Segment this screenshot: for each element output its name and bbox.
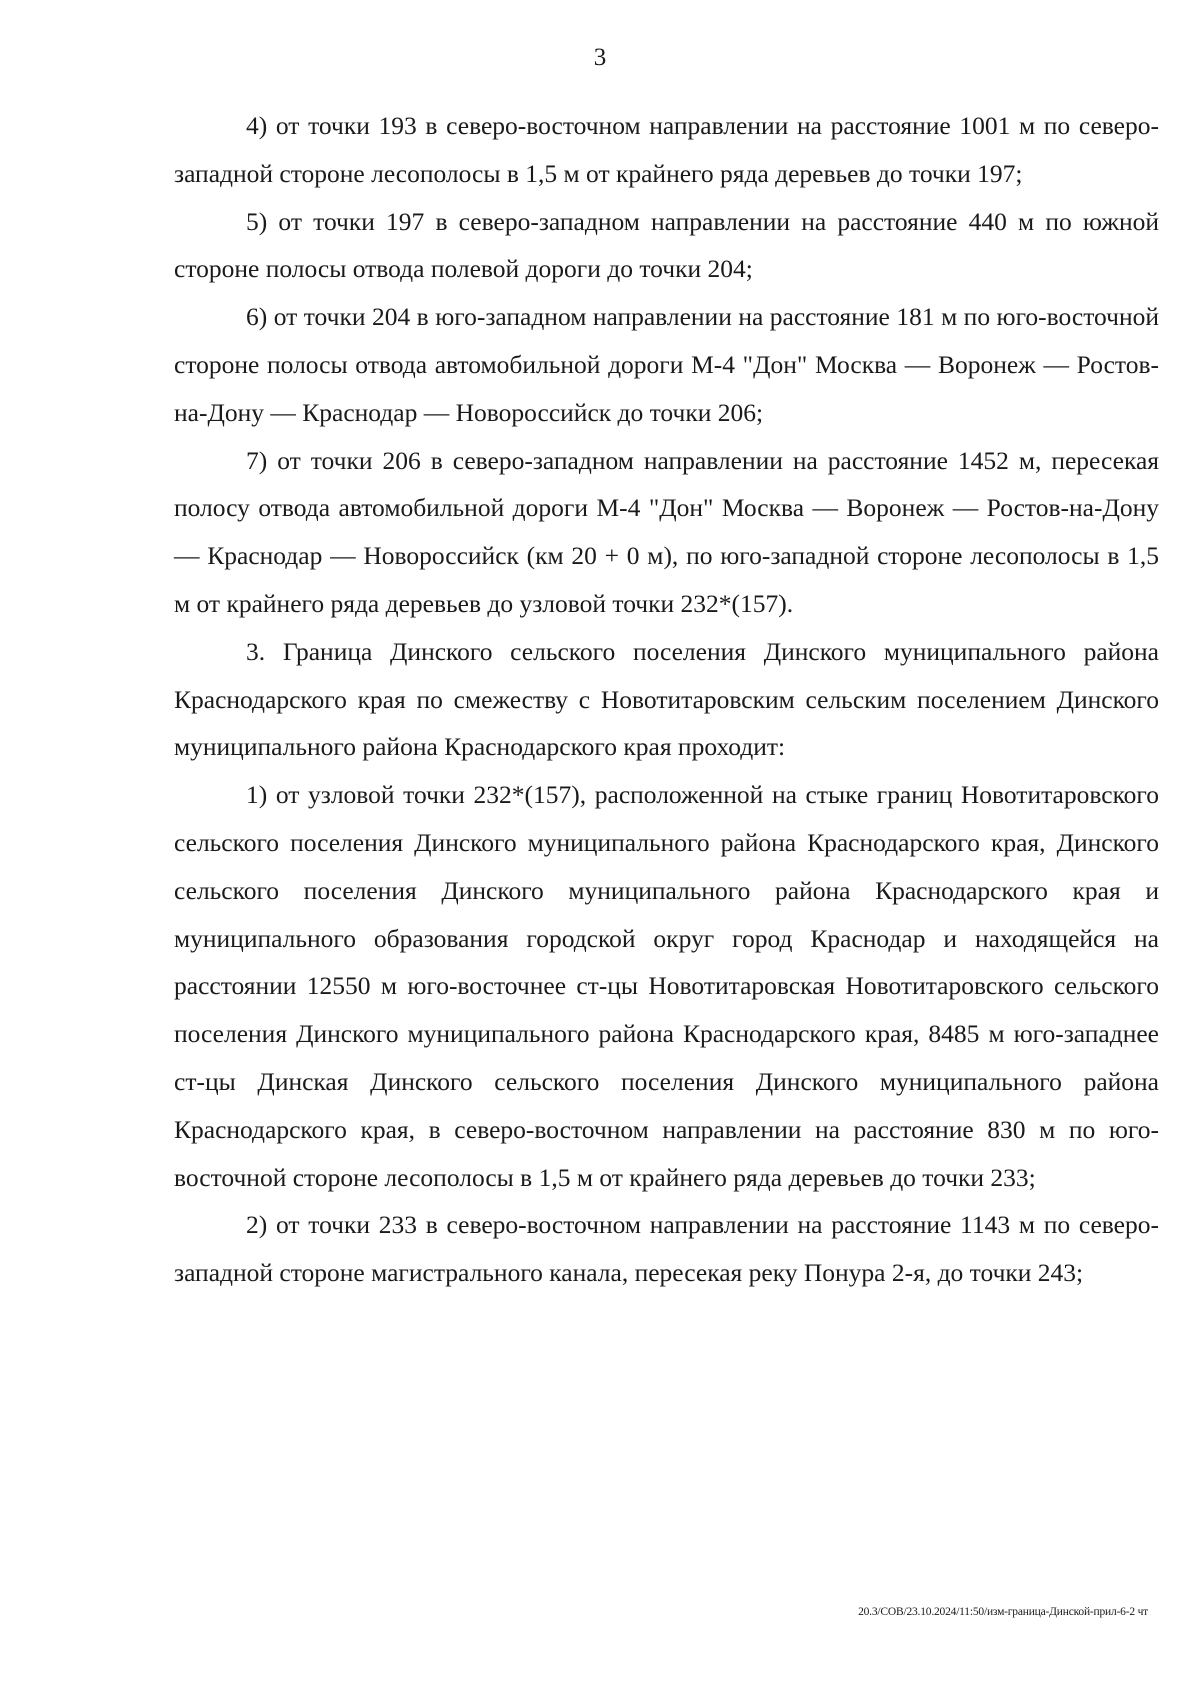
paragraph-section-3-item-2: 2) от точки 233 в северо-восточном направлении на расстояние 1143 м по северо-западной стороне магистрального канала, пересекая реку Понура 2-я, до точки 243; xyxy=(174,1210,1159,1288)
footer-document-code: 20.3/СОВ/23.10.2024/11:50/изм-граница-Динской-прил-6-2 чт xyxy=(858,1606,1148,1618)
paragraph-item-5: 5) от точки 197 в северо-западном направлении на расстояние 440 м по южной стороне полосы отвода полевой дороги до точки 204; xyxy=(174,206,1159,284)
section-3-heading-paragraph: 3. Граница Динского сельского поселения Динского муниципального района Краснодарского края по смежеству с Новотитаровским сельским поселением Динского муниципального района Краснодарского края проходит: xyxy=(174,636,1159,762)
paragraph-section-3-item-1: 1) от узловой точки 232*(157), расположенной на стыке границ Новотитаровского сельского поселения Динского муниципального района Краснодарского края, Динского сельского поселения Динского муниципального района Краснодарского края и муниципального образования городской округ город Краснодар и находящейся на расстоянии 12550 м юго-восточнее ст-цы Новотитаровская Новотитаровского сельского поселения Динского муниципального района Краснодарского края, 8485 м юго-западнее ст-цы Динская Динского сельского поселения Динского муниципального района Краснодарского края, в северо-восточном направлении на расстояние 830 м по юго-восточной стороне лесополосы в 1,5 м от крайнего ряда деревьев до точки 233; xyxy=(174,780,1159,1192)
document-body xyxy=(174,102,1159,1297)
paragraph-item-4: 4) от точки 193 в северо-восточном направлении на расстояние 1001 м по северо-западной стороне лесополосы в 1,5 м от крайнего ряда деревьев до точки 197; xyxy=(174,111,1159,188)
paragraph-item-6: 6) от точки 204 в юго-западном направлении на расстояние 181 м по юго-восточной стороне полосы отвода автомобильной дороги М-4 "Дон" Москва — Воронеж — Ростов-на-Дону — Краснодар — Новороссийск до точки 206; xyxy=(174,302,1159,427)
paragraph-item-7: 7) от точки 206 в северо-западном направлении на расстояние 1452 м, пересекая полосу отвода автомобильной дороги М-4 "Дон" Москва — Воронеж — Ростов-на-Дону — Краснодар — Новороссийск (км 20 + 0 м), по юго-западной стороне лесополосы в 1,5 м от крайнего ряда деревьев до узловой точки 232*(157). xyxy=(174,445,1159,618)
page-number: 3 xyxy=(593,44,607,71)
